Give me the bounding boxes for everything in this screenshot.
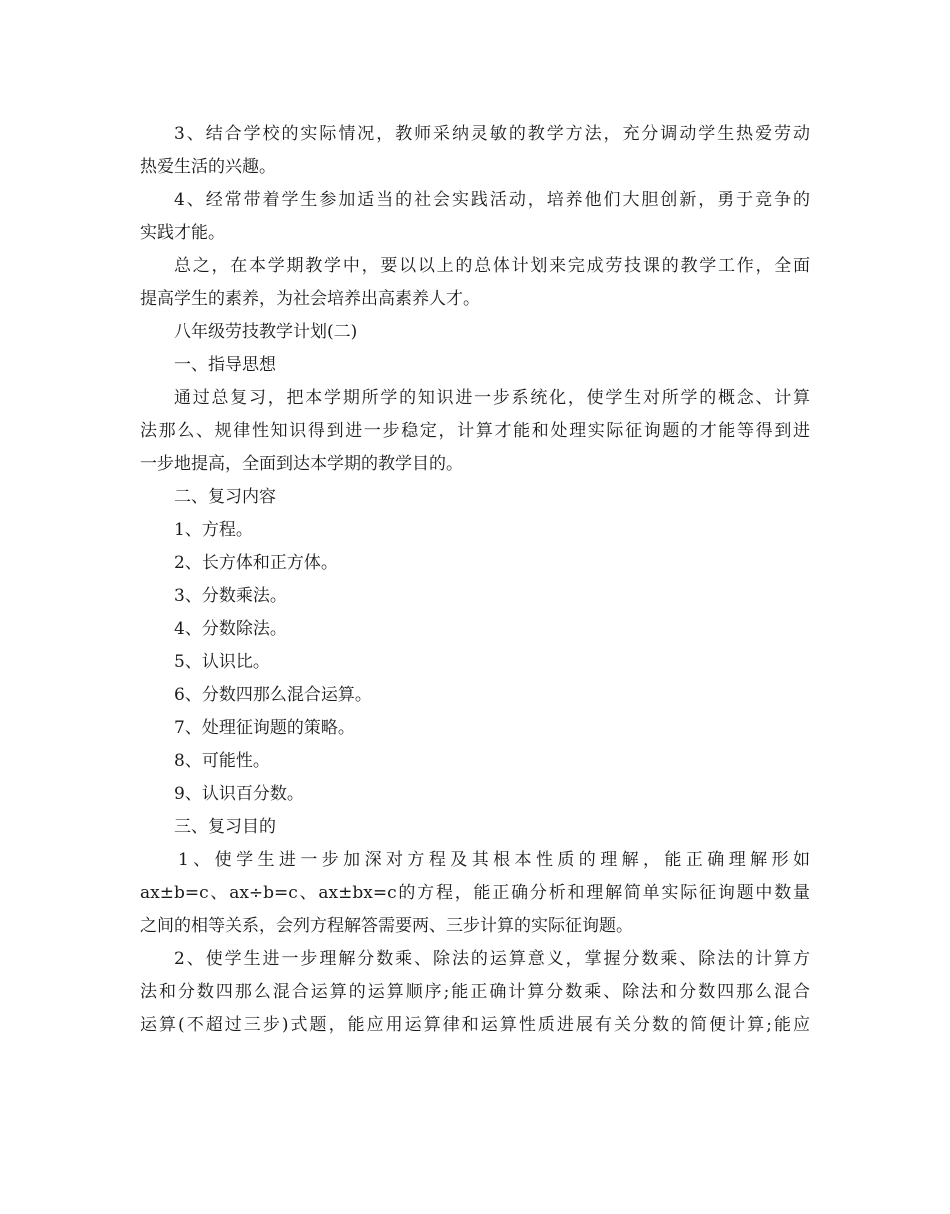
list-item: 6、分数四那么混合运算。 bbox=[174, 685, 372, 705]
paragraph-line: 通过总复习，把本学期所学的知识进一步系统化，使学生对所学的概念、计算 bbox=[174, 388, 810, 408]
list-item: 8、可能性。 bbox=[174, 751, 270, 771]
list-item: 9、认识百分数。 bbox=[174, 784, 304, 804]
paragraph-line: 法那么、规律性知识得到进一步稳定，计算才能和处理实际征询题的才能等得到进 bbox=[140, 421, 810, 441]
list-item: 3、分数乘法。 bbox=[174, 586, 287, 606]
list-item: 5、认识比。 bbox=[174, 652, 270, 672]
section-heading: 三、复习目的 bbox=[174, 817, 276, 837]
paragraph-line: 提高学生的素养，为社会培养出高素养人才。 bbox=[140, 289, 480, 309]
section-heading: 二、复习内容 bbox=[174, 487, 276, 507]
paragraph-line: 之间的相等关系，会列方程解答需要两、三步计算的实际征询题。 bbox=[140, 916, 633, 936]
paragraph-line: 运算(不超过三步)式题，能应用运算律和运算性质进展有关分数的简便计算;能应 bbox=[140, 1015, 810, 1035]
list-item: 7、处理征询题的策略。 bbox=[174, 718, 355, 738]
paragraph-line: 总之，在本学期教学中，要以以上的总体计划来完成劳技课的教学工作，全面 bbox=[174, 256, 810, 276]
paragraph-line: 实践才能。 bbox=[140, 223, 225, 243]
paragraph-line: 2、使学生进一步理解分数乘、除法的运算意义，掌握分数乘、除法的计算方 bbox=[174, 949, 810, 969]
paragraph-line: 热爱生活的兴趣。 bbox=[140, 157, 276, 177]
paragraph-line: 一步地提高，全面到达本学期的教学目的。 bbox=[140, 454, 463, 474]
paragraph-line: 1、使学生进一步加深对方程及其根本性质的理解，能正确理解形如 bbox=[178, 850, 810, 870]
paragraph-line: ax±b=c、ax÷b=c、ax±bx=c的方程，能正确分析和理解简单实际征询题中数量 bbox=[140, 883, 810, 903]
section-title: 八年级劳技教学计划(二) bbox=[174, 322, 358, 342]
document-page bbox=[140, 118, 810, 1042]
paragraph-line: 4、经常带着学生参加适当的社会实践活动，培养他们大胆创新，勇于竞争的 bbox=[174, 190, 810, 210]
list-item: 2、长方体和正方体。 bbox=[174, 553, 338, 573]
paragraph-line: 3、结合学校的实际情况，教师采纳灵敏的教学方法，充分调动学生热爱劳动 bbox=[174, 124, 810, 144]
paragraph-line: 法和分数四那么混合运算的运算顺序;能正确计算分数乘、除法和分数四那么混合 bbox=[140, 982, 810, 1002]
section-heading: 一、指导思想 bbox=[174, 355, 276, 375]
list-item: 4、分数除法。 bbox=[174, 619, 287, 639]
list-item: 1、方程。 bbox=[174, 520, 253, 540]
